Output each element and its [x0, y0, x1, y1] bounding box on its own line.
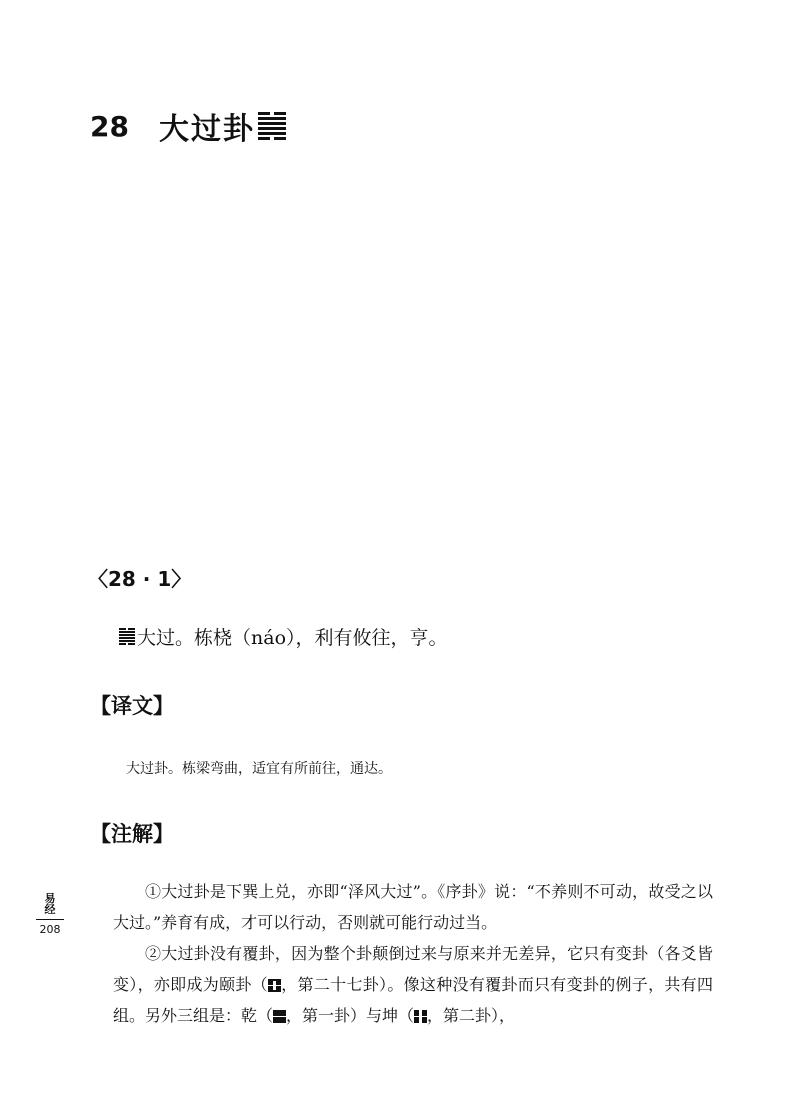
chapter-name: 大过卦 — [158, 112, 255, 147]
daguo-hexagram-icon — [258, 112, 286, 140]
qian-hexagram-icon — [273, 1010, 286, 1024]
notes-heading: 【注解】 — [90, 822, 174, 846]
note-2-part-c: ，第一卦）与坤（ — [286, 1006, 415, 1025]
page-marker — [36, 893, 64, 936]
note-paragraph-1: ①大过卦是下巽上兑，亦即“泽风大过”。《序卦》说：“不养则不可动，故受之以大过。”养育有成，才可以行动，否则就可能行动过当。 — [113, 882, 713, 932]
note-paragraph-2 — [113, 938, 713, 1031]
verse-text: 大过。栋桡（náo），利有攸往，亨。 — [137, 627, 448, 649]
book-name: 易经 — [44, 892, 56, 916]
daguo-hexagram-icon — [119, 628, 135, 645]
chapter-title — [90, 104, 286, 148]
note-2-part-a: ②大过卦没有覆卦，因为整个卦颠倒过来与原来并无差异，它只有变卦（各爻皆变），亦即成为颐卦（ — [113, 944, 713, 994]
yi-hexagram-icon — [268, 979, 281, 993]
kun-hexagram-icon — [414, 1010, 427, 1024]
note-2-part-b: ，第二十七卦）。像这种没有覆卦而只有变卦的例子，共有四组。另外三组是：乾（ — [113, 975, 713, 1025]
page-divider — [36, 919, 64, 920]
translation-heading: 【译文】 — [90, 694, 174, 718]
note-2-part-d: ，第二卦）， — [427, 1006, 516, 1025]
section-number: 〈28 · 1〉 — [88, 567, 192, 591]
page-number: 208 — [39, 923, 61, 936]
notes-body — [113, 876, 713, 1031]
verse — [119, 623, 448, 650]
translation-text: 大过卦。栋梁弯曲，适宜有所前往，通达。 — [126, 761, 392, 777]
chapter-number: 28 — [90, 109, 129, 143]
